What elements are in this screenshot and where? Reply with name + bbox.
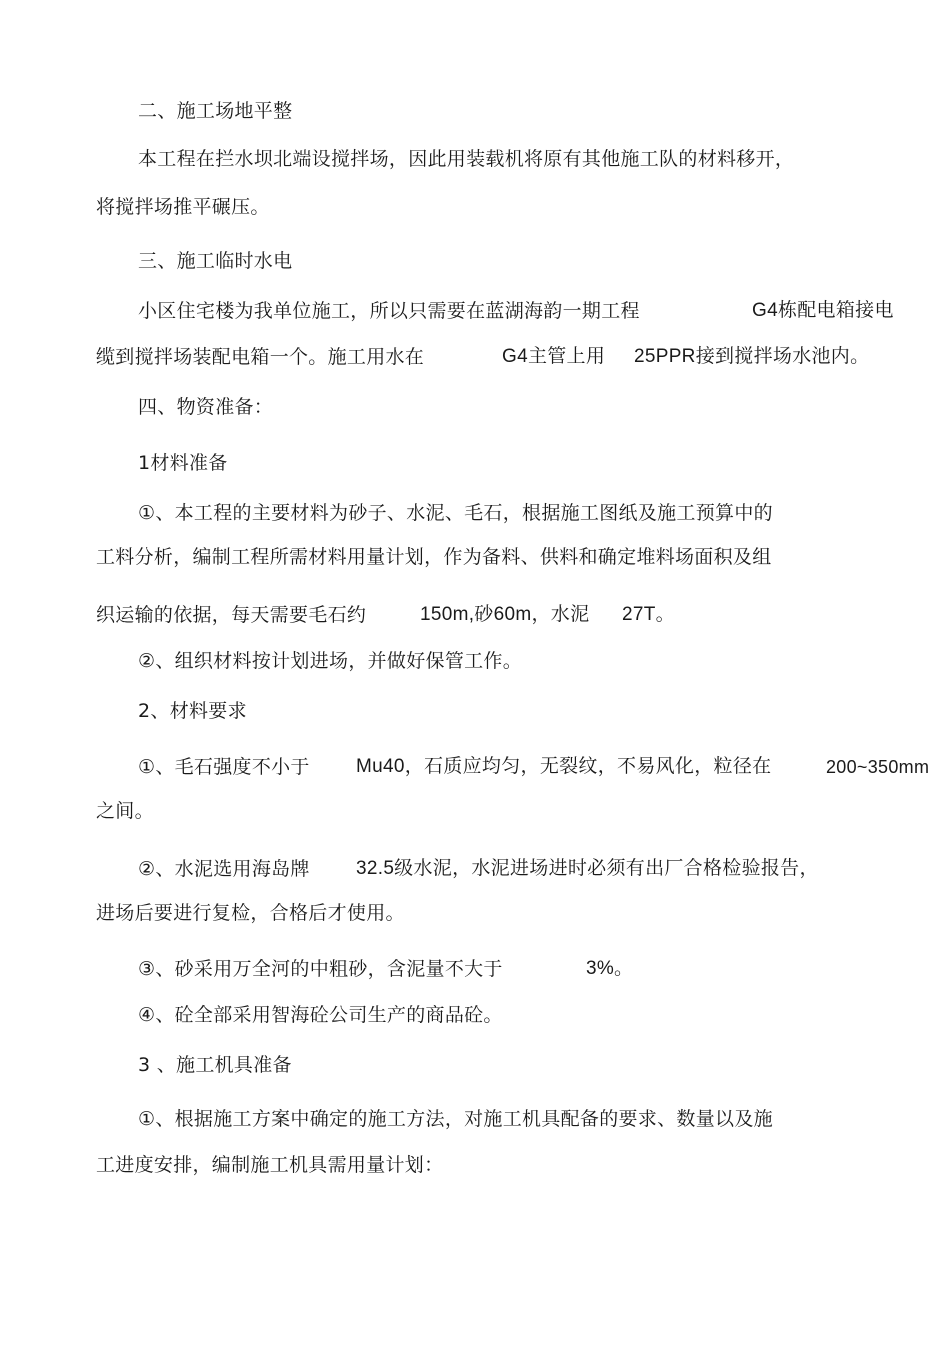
paragraph-line: 之间。 <box>96 800 154 822</box>
text-segment: ①、毛石强度不小于 <box>138 756 310 778</box>
text-segment: G4栋配电箱接电 <box>752 300 894 321</box>
paragraph-line: 将搅拌场推平碾压。 <box>96 196 270 218</box>
text-segment: 织运输的依据，每天需要毛石约 <box>96 604 367 626</box>
text-segment: ③、砂采用万全河的中粗砂，含泥量不大于 <box>138 958 503 980</box>
paragraph-line: ④、砼全部采用智海砼公司生产的商品砼。 <box>138 1004 503 1026</box>
text-segment: G4主管上用 <box>502 346 606 367</box>
subheading-material-prep: 1材料准备 <box>138 452 228 474</box>
text-segment: 150m,砂60m，水泥 <box>420 604 590 625</box>
text-segment: 小区住宅楼为我单位施工，所以只需要在蓝湖海韵一期工程 <box>138 300 640 322</box>
paragraph-line <box>138 298 640 324</box>
text-segment: 缆到搅拌场装配电箱一个。施工用水在 <box>96 346 425 368</box>
heading-materials: 四、物资准备： <box>138 396 274 418</box>
paragraph-line: 本工程在拦水坝北端设搅拌场，因此用装载机将原有其他施工队的材料移开， <box>138 148 795 170</box>
paragraph-line: 进场后要进行复检，合格后才使用。 <box>96 902 405 924</box>
heading-temp-utilities: 三、施工临时水电 <box>138 250 293 272</box>
subheading-machinery-prep: 3 、施工机具准备 <box>138 1054 292 1076</box>
text-segment: 3%。 <box>586 958 634 979</box>
paragraph-line: ①、本工程的主要材料为砂子、水泥、毛石，根据施工图纸及施工预算中的 <box>138 502 773 524</box>
paragraph-line: 工进度安排，编制施工机具需用量计划： <box>96 1154 444 1176</box>
text-segment: ②、水泥选用海岛牌 <box>138 858 310 880</box>
paragraph-line: ②、组织材料按计划进场，并做好保管工作。 <box>138 650 523 672</box>
text-segment: 27T。 <box>622 604 675 625</box>
paragraph-line: ①、根据施工方案中确定的施工方法，对施工机具配备的要求、数量以及施 <box>138 1108 773 1130</box>
text-segment: Mu40，石质应均匀，无裂纹，不易风化，粒径在 <box>356 756 772 777</box>
text-segment: 200~350mm <box>826 757 930 777</box>
subheading-material-req: 2、材料要求 <box>138 700 247 722</box>
text-segment: 32.5级水泥，水泥进场进时必须有出厂合格检验报告， <box>356 858 819 879</box>
paragraph-line: 工料分析，编制工程所需材料用量计划，作为备料、供料和确定堆料场面积及组 <box>96 546 772 568</box>
text-segment: 25PPR接到搅拌场水池内。 <box>634 346 870 367</box>
heading-site-leveling: 二、施工场地平整 <box>138 100 293 122</box>
